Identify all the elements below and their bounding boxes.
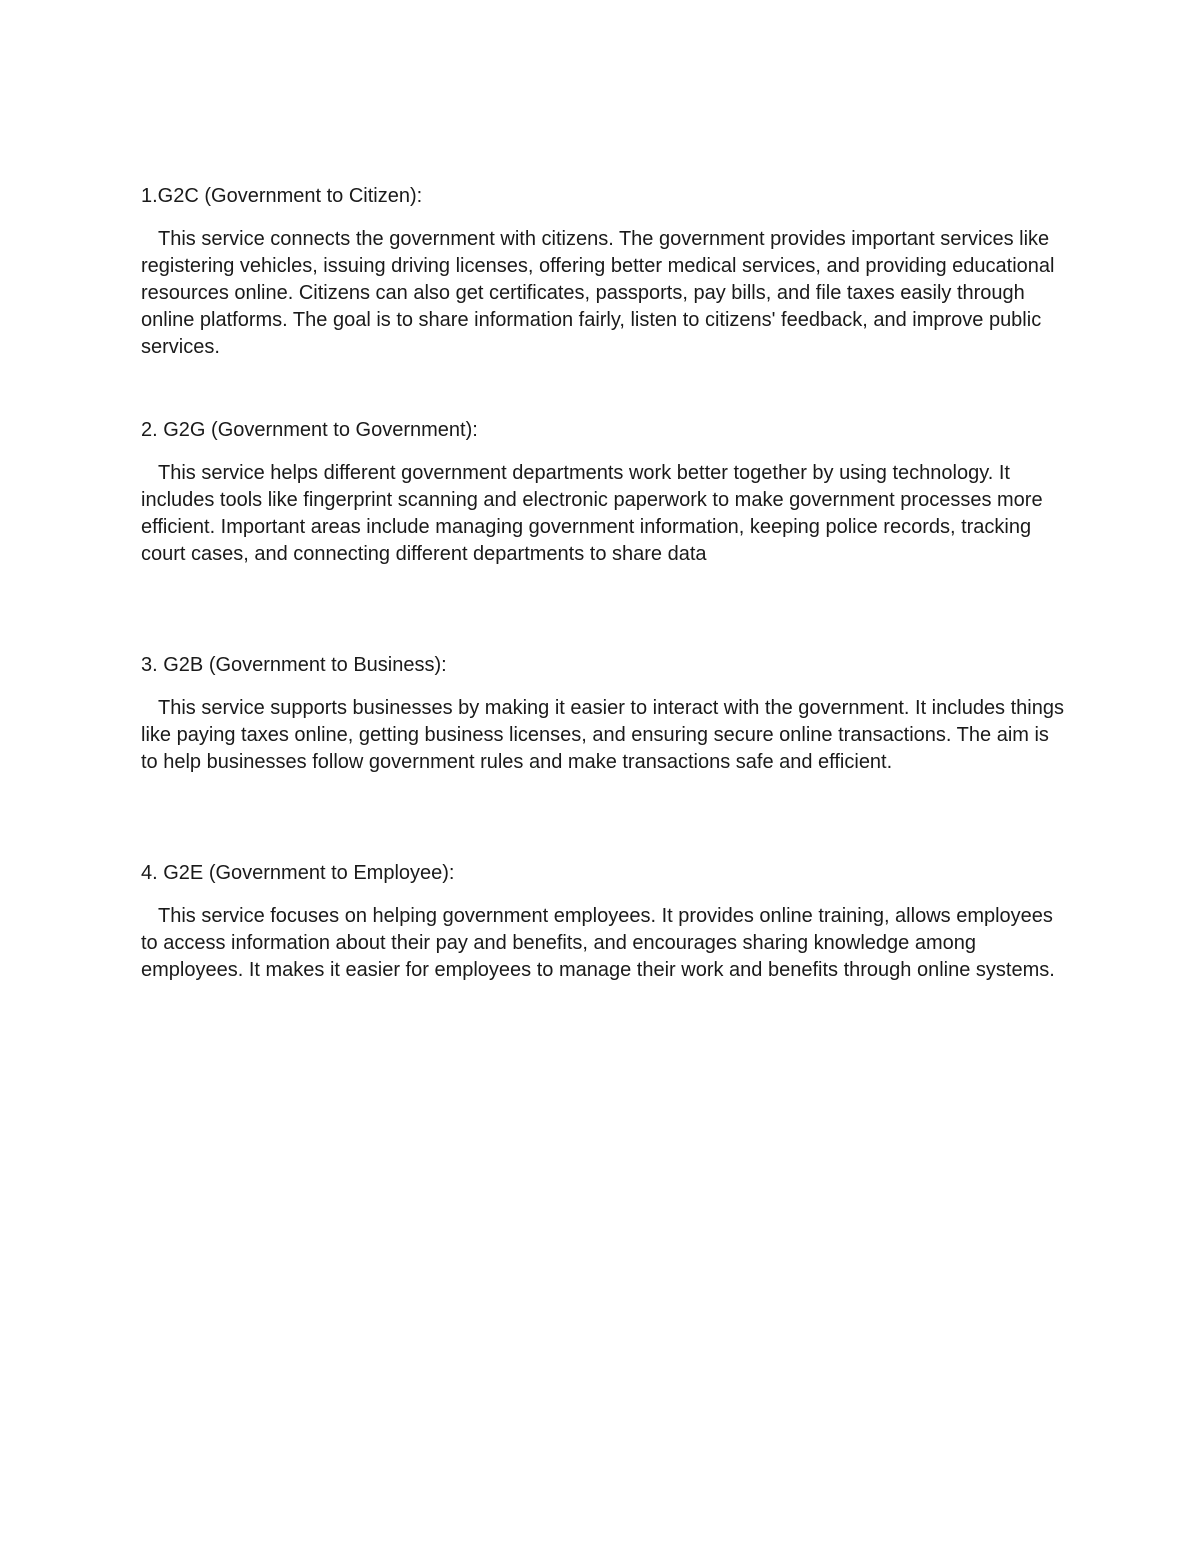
section-heading: 1.G2C (Government to Citizen): [141,185,423,207]
section-paragraph: This service supports businesses by making it easier to interact with the government. It includes things like paying taxes online, getting business licenses, and ensuring secure online transactions. The aim is to help businesses follow government rules and make transactions safe and efficient. [141,697,1064,773]
section-paragraph: This service helps different government departments work better together by using technology. It includes tools like fingerprint scanning and electronic paperwork to make government processes more efficient. Important areas include managing government information, keeping police records, tracking court cases, and connecting different departments to share data [141,462,1043,565]
section-g2c [141,183,1066,361]
section-g2b [141,652,1066,776]
section-heading: 4. G2E (Government to Employee): [141,862,455,884]
section-paragraph: This service focuses on helping government employees. It provides online training, allows employees to access information about their pay and benefits, and encourages sharing knowledge among employees. It makes it easier for employees to manage their work and benefits through online systems. [141,905,1055,981]
section-heading: 2. G2G (Government to Government): [141,419,478,441]
section-g2e [141,860,1066,984]
section-g2g [141,417,1066,568]
section-paragraph: This service connects the government with citizens. The government provides important services like registering vehicles, issuing driving licenses, offering better medical services, and providing educational resources online. Citizens can also get certificates, passports, pay bills, and file taxes easily through online platforms. The goal is to share information fairly, listen to citizens' feedback, and improve public services. [141,228,1055,358]
section-heading: 3. G2B (Government to Business): [141,654,447,676]
